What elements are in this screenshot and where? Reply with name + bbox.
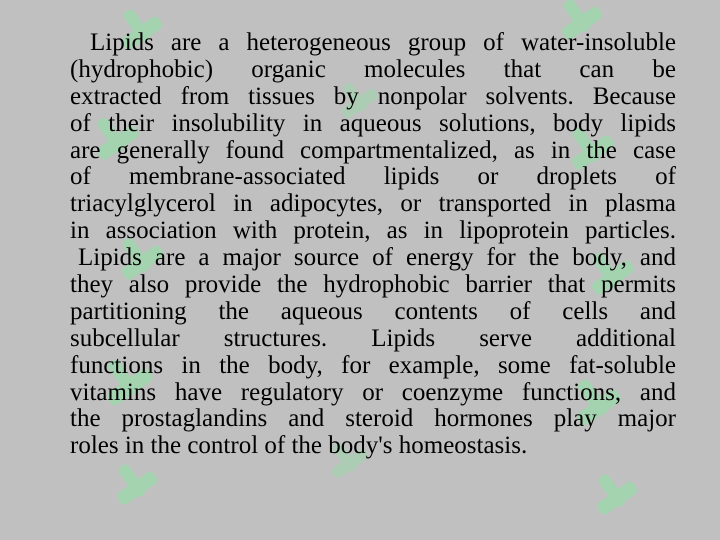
text-line: are generally found compartmentalized, as in the case [70, 136, 676, 164]
text-line: Lipids are a heterogeneous group of water-insoluble [90, 29, 676, 56]
text-line: of their insolubility in aqueous solutions, body lipids [70, 109, 676, 137]
text-line: (hydrophobic) organic molecules that can be [70, 55, 676, 83]
text-line: roles in the control of the body's homeostasis. [70, 432, 528, 460]
text-line: of membrane-associated lipids or droplets of [70, 163, 676, 191]
text-line: functions in the body, for example, some fat-soluble [70, 351, 676, 379]
text-line: extracted from tissues by nonpolar solvents. Because [70, 82, 676, 110]
text-line: partitioning the aqueous contents of cells and [70, 297, 676, 325]
text-line: the prostaglandins and steroid hormones play major [70, 405, 676, 433]
slide-body-text [70, 30, 676, 460]
text-line: they also provide the hydrophobic barrier that permits [70, 271, 676, 299]
text-line: in association with protein, as in lipoprotein particles. [70, 217, 676, 245]
text-line: subcellular structures. Lipids serve additional [70, 324, 676, 352]
text-line: Lipids are a major source of energy for the body, and [78, 244, 676, 272]
text-line: triacylglycerol in adipocytes, or transported in plasma [70, 190, 676, 218]
text-line: vitamins have regulatory or coenzyme functions, and [70, 378, 676, 406]
